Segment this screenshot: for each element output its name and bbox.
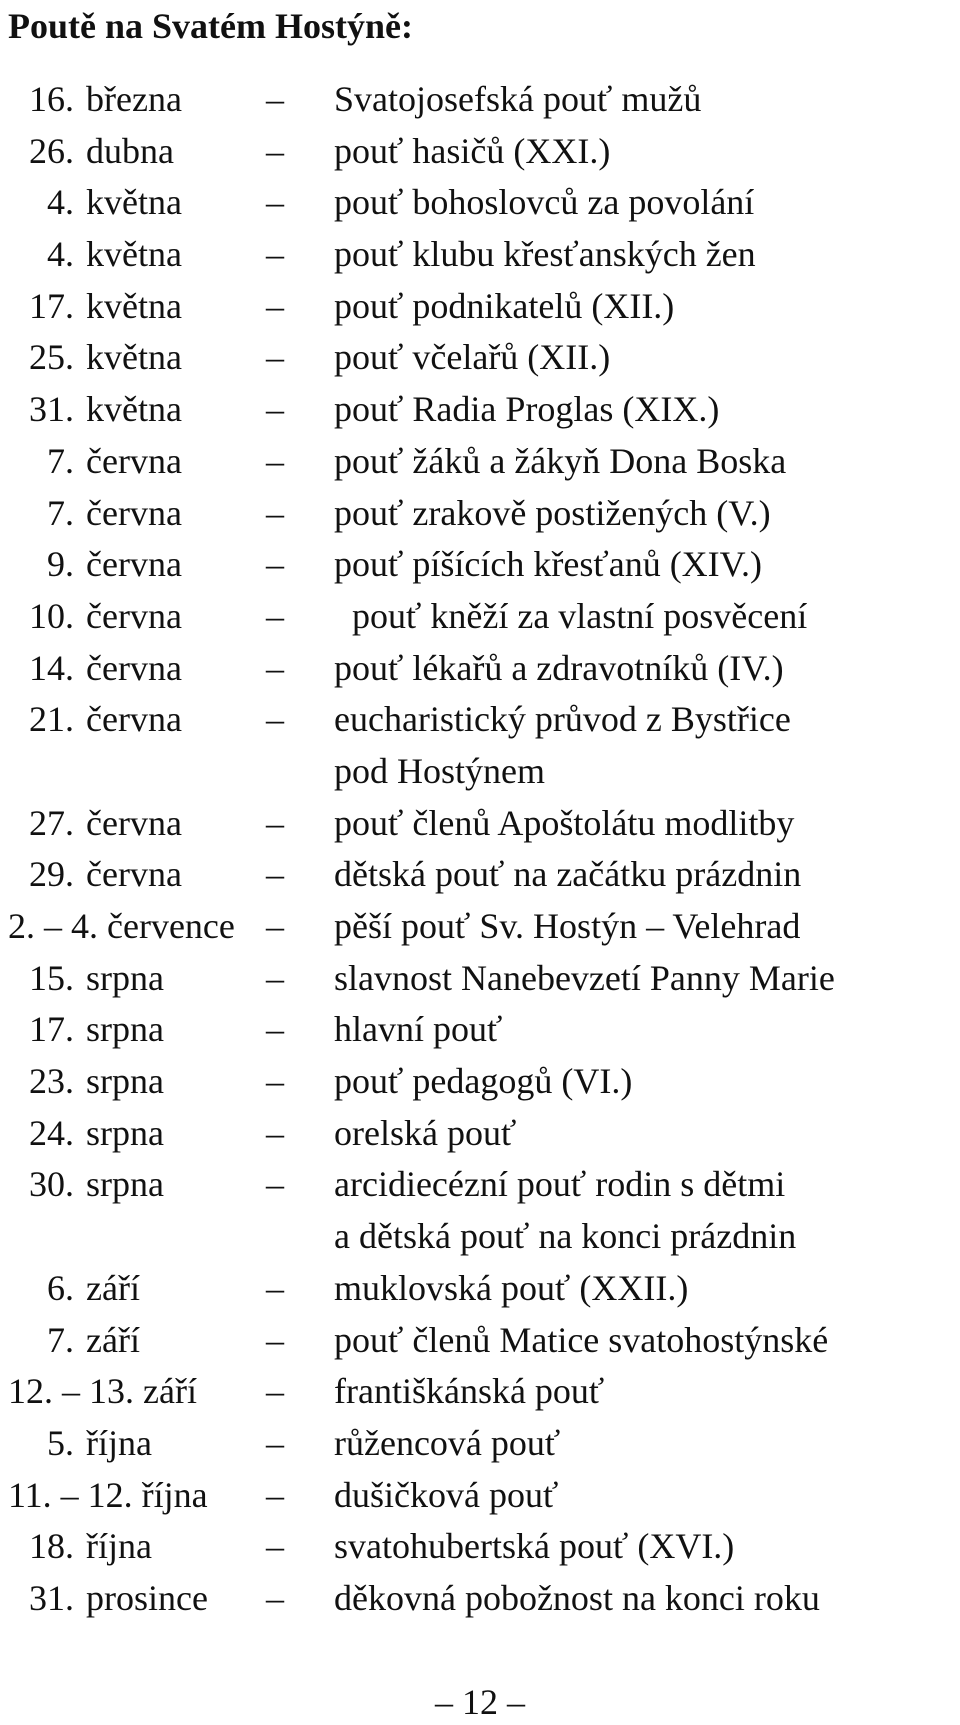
list-item	[0, 1470, 960, 1522]
list-item	[0, 643, 960, 695]
month: května	[86, 182, 182, 223]
description: orelská pouť	[334, 1112, 517, 1153]
description: Svatojosefská pouť mužů	[334, 79, 702, 119]
month: října	[86, 1526, 152, 1567]
day-number: 15.	[29, 957, 74, 998]
description-continuation: a dětská pouť na konci prázdnin	[334, 1216, 797, 1257]
separator-dash: –	[266, 1577, 284, 1618]
description: eucharistický průvod z Bystřice	[334, 699, 791, 740]
list-item	[0, 1108, 960, 1160]
list-item	[0, 1263, 960, 1315]
page-number: – 12 –	[435, 1682, 525, 1722]
month: června	[86, 440, 182, 481]
separator-dash: –	[266, 130, 284, 171]
day-number: 16.	[29, 79, 74, 119]
list-item	[0, 74, 960, 126]
day-number: 5.	[47, 1422, 74, 1463]
day-number: 21.	[29, 699, 74, 740]
month: srpna	[86, 1112, 164, 1153]
month: června	[86, 647, 182, 688]
list-item	[0, 436, 960, 488]
description: pěší pouť Sv. Hostýn – Velehrad	[334, 906, 801, 946]
separator-dash: –	[266, 595, 284, 636]
list-item	[0, 901, 960, 953]
list-item	[0, 694, 960, 746]
description: dětská pouť na začátku prázdnin	[334, 854, 802, 895]
list-item	[0, 332, 960, 384]
date-range: 11. – 12. října	[8, 1474, 208, 1515]
month: června	[86, 595, 182, 636]
separator-dash: –	[266, 389, 284, 430]
separator-dash: –	[266, 1009, 284, 1050]
description: svatohubertská pouť (XVI.)	[334, 1526, 735, 1567]
description: slavnost Nanebevzetí Panny Marie	[334, 957, 835, 998]
pilgrimage-list	[0, 74, 960, 1625]
list-item-continuation	[0, 1211, 960, 1263]
description: pouť lékařů a zdravotníků (IV.)	[334, 647, 784, 688]
month: dubna	[86, 130, 174, 171]
separator-dash: –	[266, 1319, 284, 1360]
month: srpna	[86, 1061, 164, 1102]
month: května	[86, 285, 182, 326]
description: pouť kněží za vlastní posvěcení	[352, 595, 808, 636]
day-number: 14.	[29, 647, 74, 688]
list-item-continuation	[0, 746, 960, 798]
description: pouť Radia Proglas (XIX.)	[334, 389, 720, 430]
day-number: 17.	[29, 1009, 74, 1050]
month: října	[86, 1422, 152, 1463]
list-item	[0, 488, 960, 540]
description: pouť včelařů (XII.)	[334, 337, 611, 378]
description: děkovná pobožnost na konci roku	[334, 1577, 820, 1618]
separator-dash: –	[266, 957, 284, 998]
list-item	[0, 1004, 960, 1056]
description: františkánská pouť	[334, 1371, 605, 1412]
month: září	[86, 1267, 140, 1308]
day-number: 31.	[29, 1577, 74, 1618]
description: pouť pedagogů (VI.)	[334, 1061, 633, 1102]
month: srpna	[86, 957, 164, 998]
separator-dash: –	[266, 440, 284, 481]
month: června	[86, 854, 182, 895]
day-number: 29.	[29, 854, 74, 895]
separator-dash: –	[266, 647, 284, 688]
separator-dash: –	[266, 1112, 284, 1153]
separator-dash: –	[266, 1474, 284, 1515]
day-number: 23.	[29, 1061, 74, 1102]
list-item	[0, 953, 960, 1005]
list-item	[0, 1315, 960, 1367]
separator-dash: –	[266, 854, 284, 895]
day-number: 9.	[47, 544, 74, 585]
description: pouť píšících křesťanů (XIV.)	[334, 544, 763, 585]
month: září	[86, 1319, 140, 1360]
day-number: 10.	[29, 595, 74, 636]
day-number: 7.	[47, 440, 74, 481]
date-range: 12. – 13. září	[8, 1371, 197, 1412]
description: hlavní pouť	[334, 1009, 503, 1050]
separator-dash: –	[266, 1526, 284, 1567]
description: dušičková pouť	[334, 1474, 559, 1515]
month: srpna	[86, 1009, 164, 1050]
day-number: 31.	[29, 389, 74, 430]
month: prosince	[86, 1577, 208, 1618]
separator-dash: –	[266, 906, 284, 946]
list-item	[0, 229, 960, 281]
month: srpna	[86, 1164, 164, 1205]
day-number: 18.	[29, 1526, 74, 1567]
day-number: 26.	[29, 130, 74, 171]
list-item	[0, 126, 960, 178]
month: června	[86, 544, 182, 585]
month: května	[86, 389, 182, 430]
description: arcidiecézní pouť rodin s dětmi	[334, 1164, 786, 1205]
separator-dash: –	[266, 234, 284, 275]
day-number: 30.	[29, 1164, 74, 1205]
separator-dash: –	[266, 544, 284, 585]
description: pouť klubu křesťanských žen	[334, 234, 756, 275]
list-item	[0, 539, 960, 591]
day-number: 7.	[47, 1319, 74, 1360]
list-item	[0, 1418, 960, 1470]
list-item	[0, 281, 960, 333]
separator-dash: –	[266, 337, 284, 378]
description: muklovská pouť (XXII.)	[334, 1267, 689, 1308]
description: růžencová pouť	[334, 1422, 561, 1463]
separator-dash: –	[266, 492, 284, 533]
day-number: 17.	[29, 285, 74, 326]
list-item	[0, 1056, 960, 1108]
list-item	[0, 849, 960, 901]
month: června	[86, 492, 182, 533]
list-item	[0, 1159, 960, 1211]
page-title: Poutě na Svatém Hostýně:	[8, 6, 413, 46]
month: května	[86, 234, 182, 275]
day-number: 7.	[47, 492, 74, 533]
month: června	[86, 802, 182, 843]
separator-dash: –	[266, 802, 284, 843]
list-item	[0, 177, 960, 229]
separator-dash: –	[266, 79, 284, 119]
description: pouť žáků a žákyň Dona Boska	[334, 440, 787, 481]
separator-dash: –	[266, 699, 284, 740]
separator-dash: –	[266, 1371, 284, 1412]
month: března	[86, 79, 182, 119]
description: pouť členů Apoštolátu modlitby	[334, 802, 795, 843]
separator-dash: –	[266, 1164, 284, 1205]
separator-dash: –	[266, 1267, 284, 1308]
list-item	[0, 1573, 960, 1625]
day-number: 4.	[47, 234, 74, 275]
day-number: 24.	[29, 1112, 74, 1153]
separator-dash: –	[266, 285, 284, 326]
description: pouť podnikatelů (XII.)	[334, 285, 675, 326]
month: května	[86, 337, 182, 378]
day-number: 4.	[47, 182, 74, 223]
separator-dash: –	[266, 182, 284, 223]
list-item	[0, 1366, 960, 1418]
list-item	[0, 1521, 960, 1573]
description: pouť zrakově postižených (V.)	[334, 492, 771, 533]
description: pouť členů Matice svatohostýnské	[334, 1319, 829, 1360]
separator-dash: –	[266, 1422, 284, 1463]
day-number: 25.	[29, 337, 74, 378]
list-item	[0, 798, 960, 850]
separator-dash: –	[266, 1061, 284, 1102]
description: pouť hasičů (XXI.)	[334, 130, 611, 171]
day-number: 6.	[47, 1267, 74, 1308]
date-range: 2. – 4. července	[8, 906, 235, 946]
month: června	[86, 699, 182, 740]
list-item	[0, 591, 960, 643]
list-item	[0, 384, 960, 436]
description-continuation: pod Hostýnem	[334, 750, 545, 791]
day-number: 27.	[29, 802, 74, 843]
description: pouť bohoslovců za povolání	[334, 182, 755, 223]
